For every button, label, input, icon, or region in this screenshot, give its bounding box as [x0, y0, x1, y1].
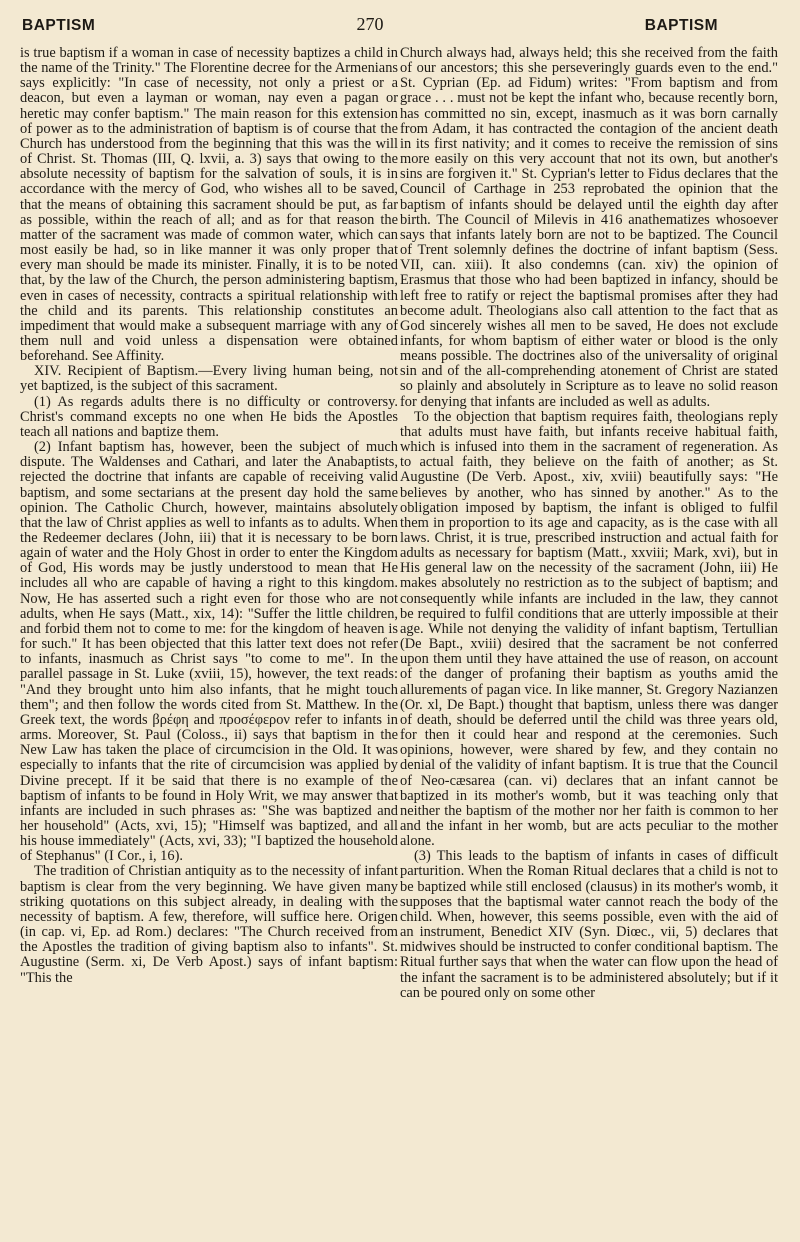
running-header [20, 14, 778, 42]
paragraph: (3) This leads to the baptism of infants in cases of difficult parturition. When the Roman Ritual declares that a child is not to be baptized while still enclosed (clausus) in its mother's womb, it supposes that the baptismal water cannot reach the body of the child. When, however, this seems possible, even with the aid of an instrument, Benedict XIV (Syn. Diœc., vii, 5) declares that midwives should be instructed to confer conditional baptism. The Ritual further says that when the water can flow upon the head of the infant the sacrament is to be administered absolutely; but if it can be poured only on some other [400, 848, 778, 1001]
header-left-title: BAPTISM [22, 17, 96, 34]
text-columns [20, 46, 778, 1001]
paragraph: (1) As regards adults there is no difficulty or controversy. Christ's command excepts no one when He bids the Apostles teach all nations and baptize them. [20, 393, 398, 440]
paragraph: XIV. Recipient of Baptism.—Every living human being, not yet baptized, is the subject of this sacrament. [20, 363, 398, 395]
right-column [400, 46, 778, 1001]
paragraph: is true baptism if a woman in case of necessity baptizes a child in the name of the Trinity." The Florentine decree for the Armenians says explicitly: "In case of necessity, not only a priest or a deacon, but even a layman or woman, nay even a pagan or heretic may confer baptism." The main reason for this extension of power as to the administration of baptism is of course that the Church has understood from the beginning that this was the will of Christ. St. Thomas (III, Q. lxvii, a. 3) says that owing to the absolute necessity of baptism for the salvation of souls, it is in accordance with the mercy of God, who wishes all to be saved, that the means of obtaining this sacrament should be put, as far as possible, within the reach of all; and as for that reason the matter of the sacrament was made of common water, which can most easily be had, so in like manner it was only proper that every man should be made its minister. Finally, it is to be noted that, by the law of the Church, the person administering baptism, even in cases of necessity, contracts a spiritual relationship with the child and its parents. This relationship constitutes an impediment that would make a subsequent marriage with any of them null and void unless a dispensation were obtained beforehand. See Affinity. [20, 45, 398, 365]
paragraph: (2) Infant baptism has, however, been the subject of much dispute. The Waldenses and Cathari, and later the Anabaptists, rejected the doctrine that infants are capable of receiving valid baptism, and some sectarians at the present day hold the same opinion. The Catholic Church, however, maintains absolutely that the law of Christ applies as well to infants as to adults. When the Redeemer declares (John, iii) that it is necessary to be born again of water and the Holy Ghost in order to enter the Kingdom of God, His words may be justly understood to mean that He includes all who are capable of having a right to this kingdom. Now, He has asserted such a right even for those who are not adults, when He says (Matt., xix, 14): "Suffer the little children, and forbid them not to come to me: for the kingdom of heaven is for such." It has been objected that this latter text does not refer to infants, inasmuch as Christ says "to come to me". In the parallel passage in St. Luke (xviii, 15), however, the text reads: "And they brought unto him also infants, that he might touch them"; and then follow the words cited from St. Matthew. In the Greek text, the words βρέφη and προσέφερον refer to infants in arms. Moreover, St. Paul (Coloss., ii) says that baptism in the New Law has taken the place of circumcision in the Old. It was especially to infants that the rite of circumcision was applied by Divine precept. If it be said that there is no example of the baptism of infants to be found in Holy Writ, we may answer that infants are included in such phrases as: "She was baptized and her household" (Acts, xvi, 15); "Himself was baptized, and all his house immediately" (Acts, xvi, 33); "I baptized the household of Stephanus" (I Cor., i, 16). [20, 439, 398, 865]
page-number: 270 [356, 14, 384, 34]
paragraph: Church always had, always held; this she received from the faith of our ancestors; this she perseveringly guards even to the end." St. Cyprian (Ep. ad Fidum) writes: "From baptism and from grace . . . must not be kept the infant who, because recently born, has committed no sin, except, inasmuch as it was born carnally from Adam, it has contracted the contagion of the ancient death in its first nativity; and it comes to receive the remission of sins more easily on this very account that not its own, but another's sins are forgiven it." St. Cyprian's letter to Fidus declares that the Council of Carthage in 253 reprobated the opinion that the baptism of infants should be delayed until the eighth day after birth. The Council of Milevis in 416 anathematizes whosoever says that infants lately born are not to be baptized. The Council of Trent solemnly defines the doctrine of infant baptism (Sess. VII, can. xiii). It also condemns (can. xiv) the opinion of Erasmus that those who had been baptized in infancy, should be left free to ratify or reject the baptismal promises after they had become adult. Theologians also call attention to the fact that as God sincerely wishes all men to be saved, He does not exclude infants, for whom baptism of either water or blood is the only means possible. The doctrines also of the universality of original sin and of the all-comprehending atonement of Christ are stated so plainly and absolutely in Scripture as to leave no solid reason for denying that infants are included as well as adults. [400, 45, 778, 410]
left-column [20, 46, 398, 1001]
paragraph: The tradition of Christian antiquity as to the necessity of infant baptism is clear from the very beginning. We have given many striking quotations on this subject already, in dealing with the necessity of baptism. A few, therefore, will suffice here. Origen (in cap. vi, Ep. ad Rom.) declares: "The Church received from the Apostles the tradition of giving baptism also to infants". St. Augustine (Serm. xi, De Verb Apost.) says of infant baptism: "This the [20, 863, 398, 986]
paragraph: To the objection that baptism requires faith, theologians reply that adults must have faith, but infants receive habitual faith, which is infused into them in the sacrament of regeneration. As to actual faith, they believe on the faith of another; as St. Augustine (De Verb. Apost., xiv, xviii) beautifully says: "He believes by another, who has sinned by another." As to the obligation imposed by baptism, the infant is obliged to fulfil them in proportion to its age and capacity, as is the case with all laws. Christ, it is true, prescribed instruction and actual faith for adults as necessary for baptism (Matt., xxviii; Mark, xvi), but in His general law on the necessity of the sacrament (John, iii) He makes absolutely no restriction as to the subject of baptism; and consequently while infants are included in the law, they cannot be required to fulfil conditions that are utterly impossible at their age. While not denying the validity of infant baptism, Tertullian (De Bapt., xviii) desired that the sacrament be not conferred upon them until they have attained the use of reason, on account of the danger of profaning their baptism as youths amid the allurements of pagan vice. In like manner, St. Gregory Nazianzen (Or. xl, De Bapt.) thought that baptism, unless there was danger of death, should be deferred until the child was three years old, for then it could hear and respond at the ceremonies. Such opinions, however, were shared by few, and they contain no denial of the validity of infant baptism. It is true that the Council of Neo-cæsarea (can. vi) declares that an infant cannot be baptized in its mother's womb, but it was teaching only that neither the baptism of the mother nor her faith is common to her and the infant in her womb, but are acts peculiar to the mother alone. [400, 408, 778, 850]
header-right-title: BAPTISM [644, 17, 718, 34]
